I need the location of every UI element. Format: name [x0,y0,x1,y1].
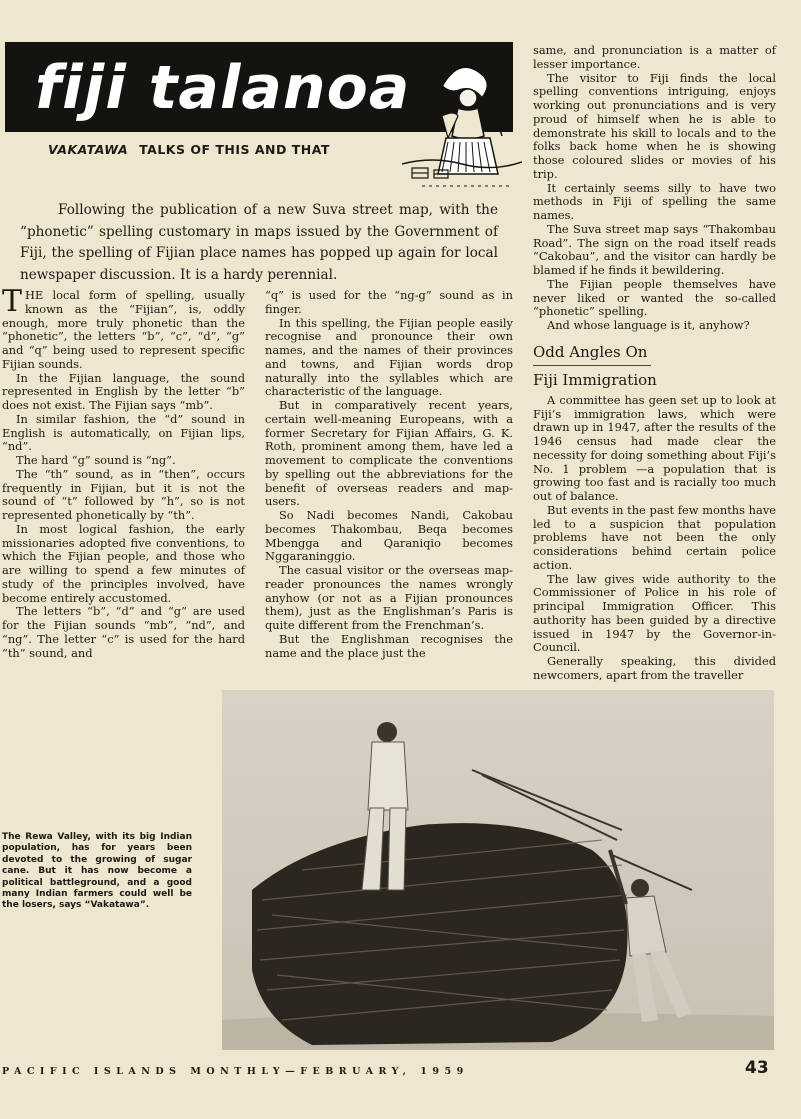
page-number: 43 [745,1058,769,1078]
lead-paragraph-text: HE local form of spelling, usually known as the “Fijian”, is, oddly enough, more truly phonetic than the “phonetic”, the letters “b”, “c”, “d”, “g” and “q” being used to represent specific Fijian sounds. [2,288,245,371]
lead-paragraph [2,284,245,372]
paragraph: The Suva street map says “Thakombau Road”. The sign on the road itself reads “Cakobau”, and the visitor can hardly be blamed if he finds it bewildering. [533,221,776,277]
publication-footer: PACIFIC ISLANDS MONTHLY—FEBRUARY, 1959 [2,1066,469,1077]
paragraph: In similar fashion, the “d” sound in English is automatically, on Fijian lips, “nd”. [2,411,245,454]
paragraph: It certainly seems silly to have two methods in Fiji of spelling the same names. [533,180,776,222]
paragraph: The casual visitor or the overseas map-reader pronounces the names wrongly anyhow (or not as a Fijian pronounces them), just as the Englishman’s Paris is quite different from the Frenchman’s. [265,563,513,632]
paragraph: The law gives wide authority to the Commissioner of Police in his role of principal Immigration Officer. This authority has been guided by a directive issued in 1947 by the Governor-in-Council. [533,571,776,655]
paragraph: A committee has geen set up to look at Fiji’s immigration laws, which were drawn up in 1947, after the results of the 1946 census had made clear the necessity for doing something about Fiji’s No. 1 problem —a population that is growing too fast and is racially too much out of balance. [533,392,776,503]
paragraph: In the Fijian language, the sound represented in English by the letter “b” does not exist. The Fijian says “mb”. [2,370,245,412]
paragraph: The Fijian people themselves have never liked or wanted the so-called “phonetic” spelling. [533,276,776,319]
paragraph: Generally speaking, this divided newcomers, apart from the traveller [533,654,776,682]
sugar-cane-photo [222,690,774,1050]
intro-paragraph: Following the publication of a new Suva street map, with the “phonetic” spelling customary in maps issued by the Government of Fiji, the spelling of Fijian place names has popped up again for local newspaper discussion. It is a hardy perennial. [20,202,498,283]
paragraph: But events in the past few months have led to a suspicion that population problems have not been the only considerations behind certain police action. [533,502,776,572]
paragraph: The letters “b”, “d” and “g” are used for the Fijian sounds “mb”, “nd”, and “ng”. The letter “c” is used for the hard “th” sound, and [2,604,245,660]
paragraph: In most logical fashion, the early missionaries adopted five conventions, to which the Fijian people, and those who are willing to spend a few minutes of study of the principles involved, have become entirely accustomed. [2,521,245,605]
paragraph: “q” is used for the “ng-g” sound as in finger. [265,288,513,316]
byline-tagline: TALKS OF THIS AND THAT [139,142,330,157]
article-column-1 [2,284,245,660]
paragraph: same, and pronunciation is a matter of lesser importance. [533,43,776,71]
section-heading: Odd Angles On [533,343,651,366]
paragraph: And whose language is it, anyhow? [547,318,750,332]
islander-illustration [402,46,522,196]
paragraph: The hard “g” sound is “ng”. [16,453,176,467]
paragraph: The “th” sound, as in “then”, occurs frequently in Fijian, but it is not the sound of “t” followed by “h”, so is not represented phonetically by “th”. [2,466,245,522]
article-column-2 [265,289,513,660]
byline-author: VAKATAWA [48,142,129,157]
paragraph: But the Englishman recognises the name and the place just the [265,631,513,660]
paragraph: In this spelling, the Fijian people easily recognise and pronounce their own names, and the names of their provinces and towns, and Fijian words drop naturally into the syllables which are characteristic of the language. [265,315,513,399]
paragraph: The visitor to Fiji finds the local spelling conventions intriguing, enjoys working out pronunciations and is very proud of himself when he is able to demonstrate his skill to locals and to the folks back home when he is showing those coloured slides or movies of his trip. [533,70,776,181]
paragraph: So Nadi becomes Nandi, Cakobau becomes Thakombau, Beqa becomes Mbengga and Qaraniqio becomes Nggaraninggio. [265,508,513,564]
column-title: fiji talanoa [35,53,411,123]
photo-caption: The Rewa Valley, with its big Indian population, has for years been devoted to the growing of sugar cane. But it has now become a political battleground, and a good many Indian farmers could well be the losers, says “Vakatawa”. [2,832,192,911]
section-subheading: Fiji Immigration [533,370,657,389]
paragraph: But in comparatively recent years, certain well-meaning Europeans, with a former Secretary for Fijian Affairs, G. K. Roth, prominent among them, have led a movement to complicate the conventions by spelling out the abbreviations for the benefit of overseas readers and map-users. [265,398,513,509]
article-column-3 [533,44,776,683]
drop-cap: T [2,284,23,319]
byline [48,142,428,157]
